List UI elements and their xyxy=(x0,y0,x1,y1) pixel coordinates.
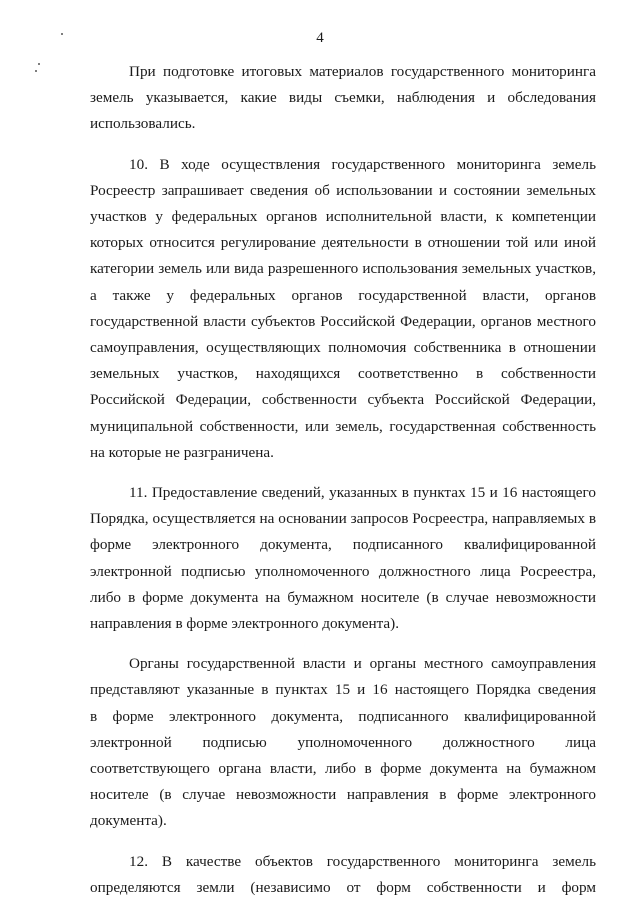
paragraph-monitoring-materials xyxy=(90,59,596,138)
text-line: форме электронного документа, подписанного квалифицированной xyxy=(90,536,596,554)
text-line: носителе (в случае невозможности направления в форме электронного xyxy=(90,786,596,804)
text-line: определяются земли (независимо от форм собственности и форм xyxy=(90,878,596,896)
text-line: земель указывается, какие виды съемки, наблюдения и обследования xyxy=(90,89,596,107)
text-line: самоуправления, осуществляющих полномочия собственника в отношении xyxy=(90,339,596,357)
text-line: на которые не разграничена. xyxy=(90,443,274,461)
text-line: электронной подписью уполномоченного должностного лица xyxy=(90,733,596,751)
text-line: использовались. xyxy=(90,115,196,133)
text-line: Российской Федерации, собственности субъекта Российской Федерации, xyxy=(90,391,596,409)
text-line: Порядка, осуществляется на основании запросов Росреестра, направляемых в xyxy=(90,510,596,528)
paragraph-authorities-provide xyxy=(90,651,596,834)
text-line: государственной власти субъектов Российской Федерации, органов местного xyxy=(90,312,596,330)
scan-speck xyxy=(38,63,40,65)
text-line: 12. В качестве объектов государственного мониторинга земель xyxy=(129,852,596,870)
text-line: При подготовке итоговых материалов государственного мониторинга xyxy=(129,63,596,80)
text-line: электронной подписью уполномоченного должностного лица Росреестра, xyxy=(90,562,596,580)
text-line: категории земель или вида разрешенного использования земельных участков, xyxy=(90,260,596,278)
paragraph-item-10 xyxy=(90,152,596,466)
text-line: в форме электронного документа, подписанного квалифицированной xyxy=(90,707,596,725)
text-line: которых относится регулирование деятельности в отношении той или иной xyxy=(90,234,596,252)
text-line: 11. Предоставление сведений, указанных в пунктах 15 и 16 настоящего xyxy=(129,484,596,502)
text-line: а также у федеральных органов государственной власти, органов xyxy=(90,286,596,304)
text-line: представляют указанные в пунктах 15 и 16 настоящего Порядка сведения xyxy=(90,681,596,699)
document-body xyxy=(90,59,596,915)
text-line: соответствующего органа власти, либо в форме документа на бумажном xyxy=(90,760,596,778)
text-line: документа). xyxy=(90,812,167,830)
paragraph-item-12 xyxy=(90,849,596,901)
text-line: земельных участков, находящихся соответственно в собственности xyxy=(90,365,596,383)
paragraph-item-11 xyxy=(90,480,596,637)
scan-speck xyxy=(35,70,37,72)
text-line: муниципальной собственности, или земель, государственная собственность xyxy=(90,417,596,435)
text-line: 10. В ходе осуществления государственного мониторинга земель xyxy=(129,155,596,173)
text-line: Росреестр запрашивает сведения об использовании и состоянии земельных xyxy=(90,181,596,199)
text-line: Органы государственной власти и органы местного самоуправления xyxy=(129,655,596,673)
text-line: участков у федеральных органов исполнительной власти, к компетенции xyxy=(90,208,596,226)
text-line: направления в форме электронного документа). xyxy=(90,615,399,633)
page-number: 4 xyxy=(316,30,324,46)
text-line: либо в форме документа на бумажном носителе (в случае невозможности xyxy=(90,588,596,606)
